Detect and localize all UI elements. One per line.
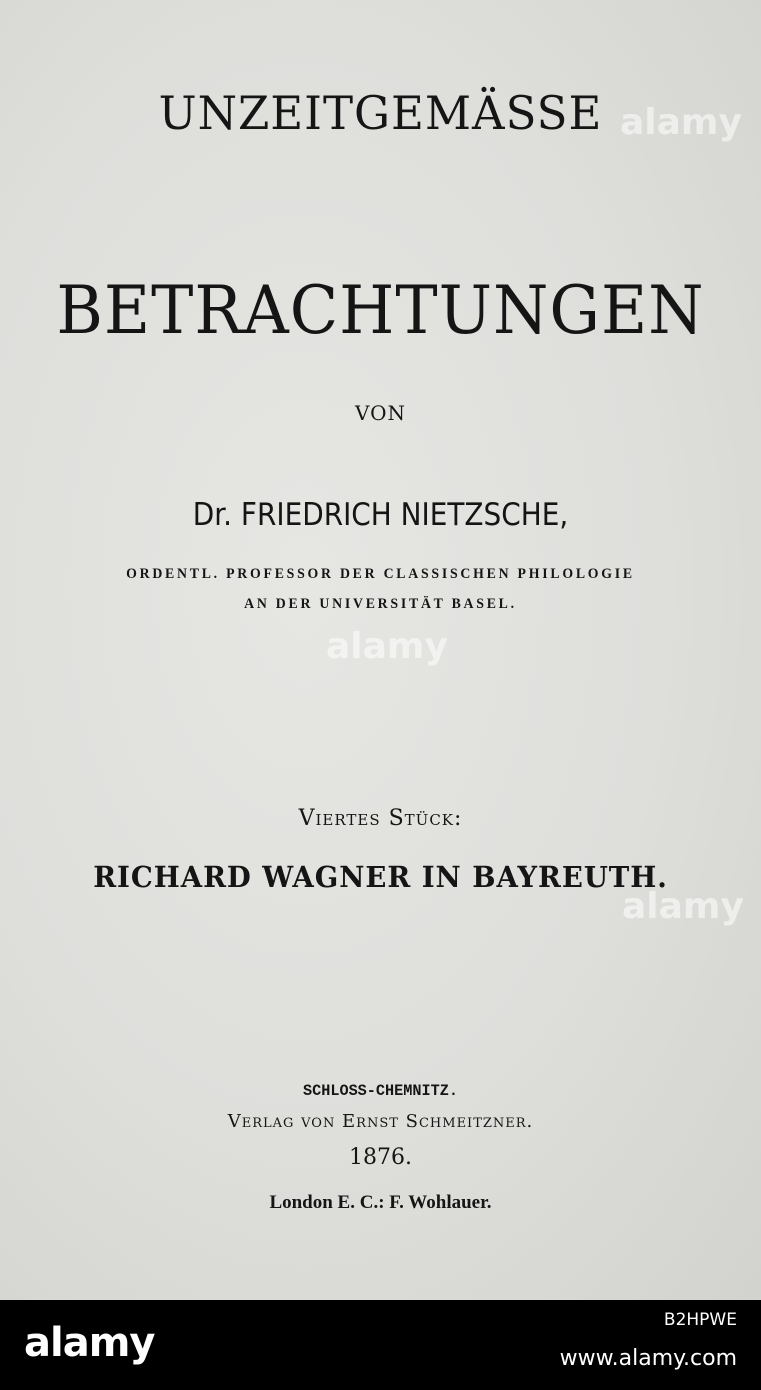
watermark: alamy bbox=[326, 626, 448, 667]
imprint-place: SCHLOSS-CHEMNITZ. bbox=[302, 1082, 459, 1100]
imprint-year: 1876. bbox=[349, 1145, 412, 1170]
watermark: alamy bbox=[620, 102, 742, 143]
part-label: Viertes Stück: bbox=[298, 806, 463, 831]
image-id: B2HPWE bbox=[663, 1310, 737, 1330]
watermark: alamy bbox=[622, 886, 744, 927]
imprint-publisher: Verlag von Ernst Schmeitzner. bbox=[227, 1111, 534, 1132]
stock-footer bbox=[0, 1300, 761, 1390]
title-line-1: UNZEITGEMÄSSE bbox=[158, 86, 603, 140]
alamy-logo: alamy bbox=[24, 1320, 155, 1366]
author-name: Dr. FRIEDRICH NIETZSCHE, bbox=[192, 497, 569, 533]
title-line-2: BETRACHTUNGEN bbox=[56, 272, 705, 349]
site-url: www.alamy.com bbox=[559, 1346, 737, 1371]
author-title-line-2: AN DER UNIVERSITÄT BASEL. bbox=[244, 596, 517, 612]
imprint-london: London E. C.: F. Wohlauer. bbox=[269, 1192, 492, 1213]
author-title-line-1: ORDENTL. PROFESSOR DER CLASSISCHEN PHILOLOGIE bbox=[126, 566, 635, 582]
by-line: VON bbox=[355, 401, 406, 425]
work-title: RICHARD WAGNER IN BAYREUTH. bbox=[93, 860, 668, 894]
